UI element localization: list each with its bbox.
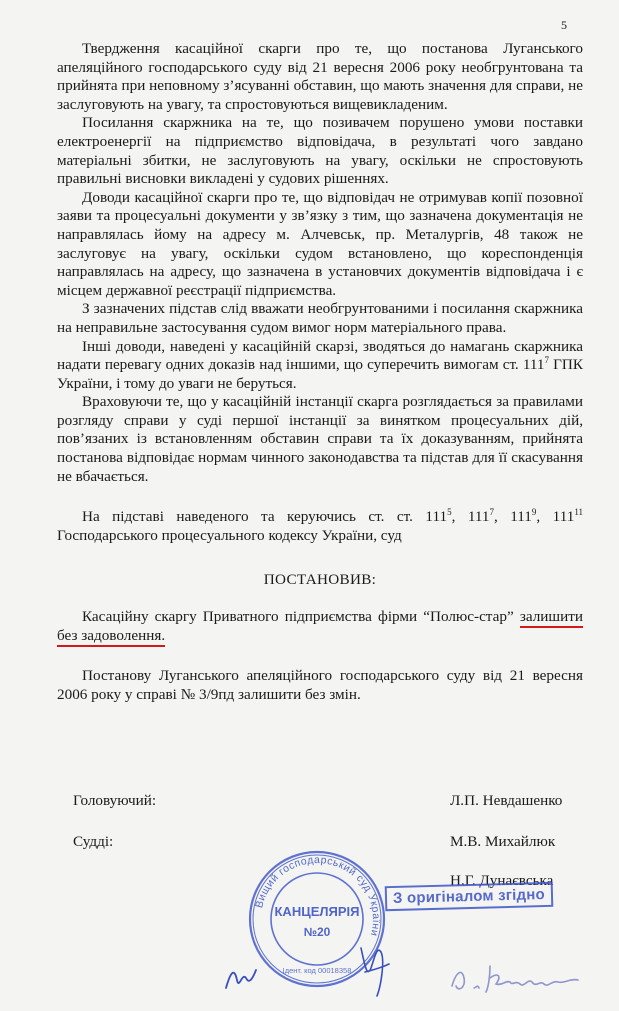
signature-name: Н.Г. Дунаєвська (450, 872, 554, 889)
paragraph-5-text-b: ГПК України, і тому до уваги не беруться. (57, 356, 583, 392)
p8-text-a: Касаційну скаргу Приватного підприємства фірми “Полюс-стар” (82, 608, 520, 626)
paragraph-3: Доводи касаційної скарги про те, що відповідач не отримував копії позовної заяви та процесуальні документи у зв’язку з тим, що зазначена документація не направлялась йому на адресу м. Алчевськ, пр. Металургів, 48 також не заслуговує на увагу, оскільки судом встановлено, що кореспонденція направлялась на адресу, що зазначена в установчих документів відповідача і є місцем державної реєстрації підприємства. (57, 188, 583, 299)
paragraph-1: Твердження касаційної скарги про те, що постанова Луганського апеляційного господарського суду від 21 вересня 2006 року необгрунтована та прийнята при неповному з’ясуванні обставин, що мають значення для справи, не заслуговують на увагу, та спростовуються вищевикладеним. (57, 40, 583, 113)
certified-copy-stamp: З оригіналом згідно (385, 882, 554, 911)
superscript: 7 (489, 507, 494, 518)
superscript: 7 (544, 355, 549, 366)
signature-row (73, 792, 593, 812)
stamp-number: №20 (303, 925, 331, 939)
paragraph-8 (57, 608, 583, 645)
p7-text-d: , 111 (536, 508, 575, 526)
superscript: 11 (574, 507, 583, 518)
paragraph-7 (57, 508, 583, 545)
stamp-ring-text: Вищий господарський суд України (253, 853, 383, 938)
signature-name: М.В. Михайлюк (450, 833, 556, 850)
stamp-center-text: КАНЦЕЛЯРІЯ (274, 904, 360, 919)
handwritten-clerk-signature (446, 958, 586, 1000)
stamp-code: Ідент. код 00018358 (282, 966, 352, 975)
p7-text-b: , 111 (451, 508, 490, 526)
resolution-heading: ПОСТАНОВИВ: (263, 571, 377, 589)
page-number: 5 (561, 18, 567, 32)
handwritten-initials (222, 960, 262, 994)
p7-text-c: , 111 (493, 508, 532, 526)
handwritten-signature (355, 938, 395, 1000)
superscript: 9 (531, 507, 537, 518)
paragraph-6: Враховуючи те, що у касаційній інстанції скарга розглядається за правилами розгляду справи у суді першої інстанції за винятком процесуальних дій, пов’язаних із встановленням обставин справи та їх доказуванням, прийнята постанова відповідає нормам чинного законодавства та підстав для її скасування не вбачається. (57, 393, 583, 485)
p7-text-a: На підставі наведеного та керуючись ст. ст. 111 (82, 508, 448, 526)
p7-text-e: Господарського процесуального кодексу України, суд (57, 526, 402, 544)
document-body (57, 40, 583, 704)
paragraph-4: З зазначених підстав слід вважати необгрунтованими і посилання скаржника на неправильне застосування судом вимог норм матеріального права. (57, 300, 583, 336)
signature-role: Судді: (73, 833, 114, 850)
paragraph-2: Посилання скаржника на те, що позивачем порушено умови поставки електроенергії на підприємство відповідача, в результаті чого завдано матеріальні збитки, не заслуговують на увагу, оскільки не спростовують правильні висновки викладені у судових рішеннях. (57, 114, 583, 188)
paragraph-5-text-a: Інші доводи, наведені у касаційній скарзі, зводяться до намагань скаржника надати перевагу одних доказів над іншими, що суперечить вимогам ст. 111 (57, 337, 583, 374)
signature-name: Л.П. Невдашенко (450, 792, 563, 809)
superscript: 5 (447, 507, 452, 518)
red-underlined-text: залишити без задоволення. (57, 608, 583, 647)
paragraph-9: Постанову Луганського апеляційного господарського суду від 21 вересня 2006 року у справі № 3/9пд залишити без змін. (57, 667, 583, 703)
paragraph-5 (57, 338, 583, 394)
signature-role: Головуючий: (73, 792, 157, 809)
